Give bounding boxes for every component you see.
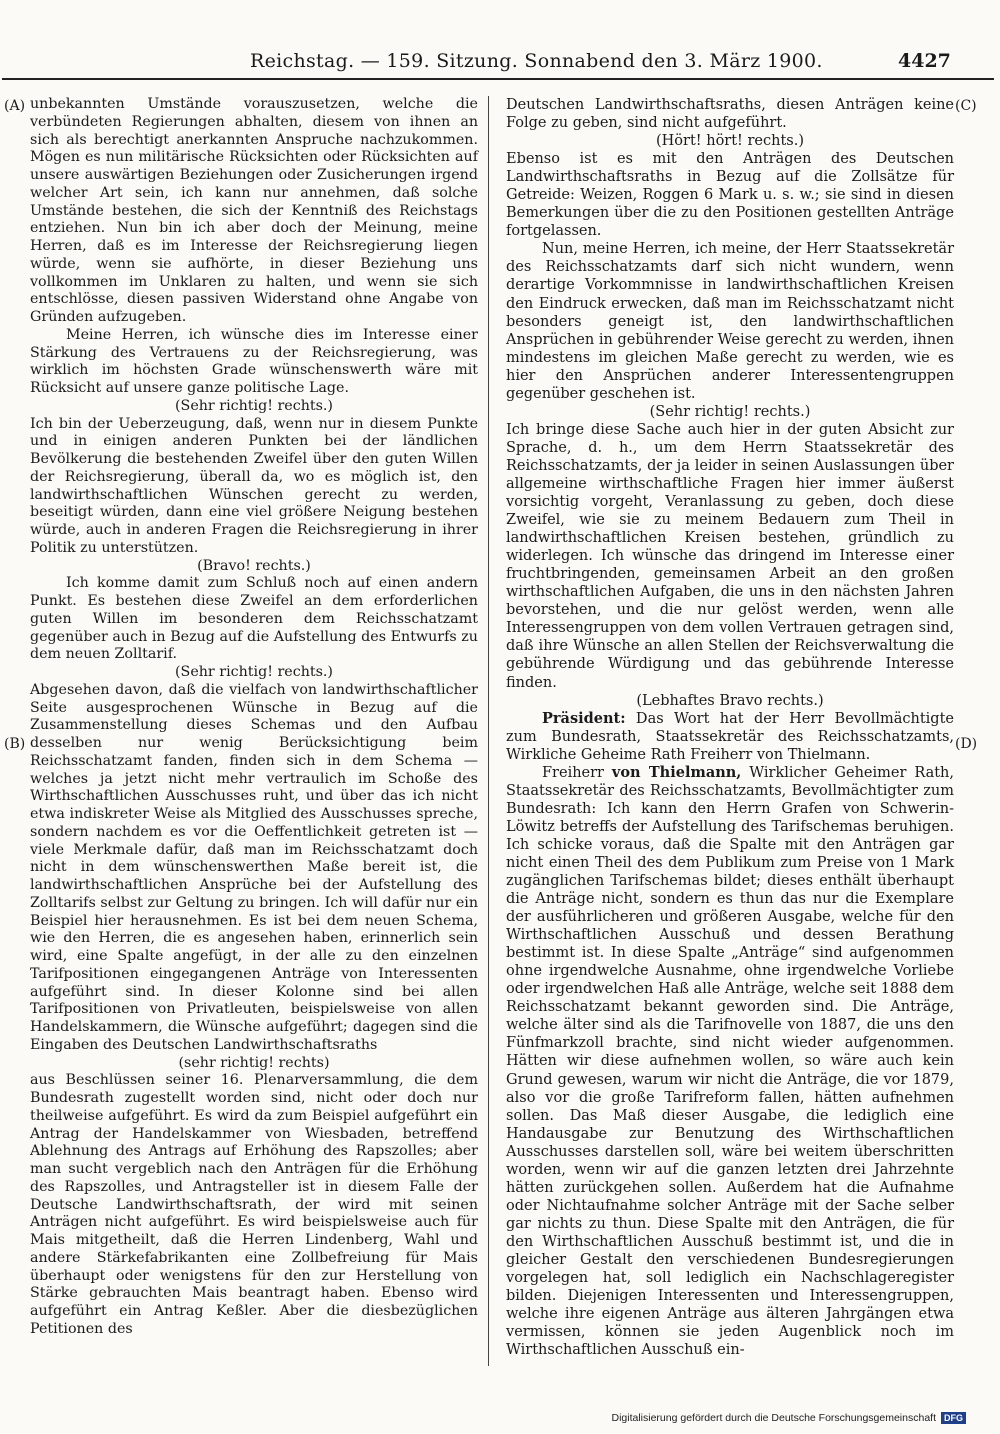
paragraph-text: Nun, meine Herren, ich meine, der Herr Staatssekretär des Reichsschatzamts darf sich nicht wundern, wenn derartige Vorkommnisse in landwirthschaftlichen Kreisen den Eindruck erwecken, daß man im Reichsschatzamt nicht besonders geneigt ist, den landwirthschaftlichen Ansprüchen in gebührender Weise gerecht zu werden, ihnen mindestens im gleichen Maße gerecht zu werden, wie es hier den Ansprüchen anderer Interessentengruppen gegenüber geschehen ist. — [506, 241, 954, 402]
page-header — [0, 0, 1000, 76]
paragraph — [506, 96, 954, 132]
remark — [30, 1055, 478, 1073]
paragraph-text: Abgesehen davon, daß die vielfach von landwirthschaftlicher Seite ausgesprochenen Wünsche in Bezug auf die Zusammenstellung dieses Schemas und den Aufbau desselben nur wenig Berücksichtigung beim Reichsschatzamt fanden, finden sich in dem Schema — welches ja jetzt nicht mehr vertraulich im Schoße des Wirthschaftlichen Ausschusses ruht, und über das ich nicht etwa indiskreter Weise als Mitglied des Ausschusses spreche, sondern nachdem es vor die Oeffentlichkeit getreten ist — viele Merkmale dafür, daß man im Reichsschatzamt doch nicht in dem wünschenswerthen Maße bereit ist, die landwirthschaftlichen Ansprüche bei der Aufstellung des Zolltarifs selbst zur Geltung zu bringen. Ich will dafür nur ein Beispiel hier herausnehmen. Es ist bei dem neuen Schema, wie den Herren, die es angesehen haben, erinnerlich sein wird, eine Spalte angefügt, in der alle zu den einzelnen Tarifpositionen eingegangenen Anträge von Interessenten aufgeführt sind. In dieser Kolonne sind bei allen Tarifpositionen von Privatleuten, beispielsweise von allen Handelskammern, die Wünsche aufgeführt; dagegen sind die Eingaben des Deutschen Landwirthschaftsraths — [30, 681, 478, 1053]
dfg-logo: DFG — [941, 1412, 966, 1424]
speaker-name: von Thielmann, — [611, 763, 742, 781]
remark — [30, 558, 478, 576]
paragraph-text: Ich bringe diese Sache auch hier in der guten Absicht zur Sprache, d. h., um dem Herrn Staatssekretär des Reichsschatzamts, der ja leider in seinen Auslassungen über allgemeine wirthschaftliche Fragen hier immer äußerst vorsichtig vorgeht, Veranlassung zu geben, doch diese Zweifel, wie sie zu meinem Bedauern zum Theil in landwirthschaftlichen Kreisen bestehen, gründlich zu widerlegen. Ich wünsche das dringend im Interesse einer fruchtbringenden, gemeinsamen Arbeit an den großen wirthschaftlichen Aufgaben, die uns in den nächsten Jahren bevorstehen, und die nur gelöst werden, wenn alle Interessengruppen von dem vollen Vertrauen getragen sind, daß ihre Wünsche an allen Stellen der Reichsverwaltung die gebührende Würdigung und das gebührende Interesse finden. — [506, 421, 954, 691]
margin-marker-b: (B) — [4, 736, 26, 752]
paragraph — [30, 1072, 478, 1338]
paragraph-text: (Sehr richtig! rechts.) — [649, 403, 811, 420]
paragraph-text: Wirklicher Geheimer Rath, Staatssekretär des Reichsschatzamts, Bevollmächtigter zum Bundesrath: Ich kann den Herrn Grafen von Schwerin-Löwitz betreffs der Aufstellung des Tarifschemas beruhigen. Ich schicke voraus, daß die Spalte mit den Anträgen gar nicht einen Theil des dem Publikum zum Preise von 1 Mark zugänglichen Tarifschemas bildet; dieses enthält überhaupt die Anträge nicht, sondern es thun das nur die Exemplare der ausführlicheren und größeren Ausgabe, welche für den Wirthschaftlichen Ausschuß und dessen Berathung bestimmt ist. In diese Spalte „Anträge“ sind aufgenommen ohne irgendwelche Ausnahme, ohne irgendwelche Vorliebe oder irgendwelchen Haß alle Anträge, welche seit 1888 dem Reichsschatzamt bekannt geworden sind. Die Anträge, welche älter sind als die Tarifnovelle von 1887, die uns den Fünfmarkzoll brachte, sind nicht wieder aufgenommen. Hätten wir diese aufnehmen wollen, so wäre auch kein Grund gewesen, warum wir nicht die Anträge, die vor 1879, also vor die große Tarifreform fallen, hätten aufnehmen sollen. Das Maß dieser Ausgabe, die lediglich eine Handausgabe zur Benutzung des Wirthschaftlichen Ausschusses darstellen soll, wäre bei weitem überschritten worden, wenn wir auf die ganzen letzten drei Jahrzehnte hätten zurückgehen sollen. Außerdem hat die Aufnahme oder Nichtaufnahme solcher Anträge mit der Sache selber gar nichts zu thun. Diese Spalte mit den Anträgen, die für den Wirthschaftlichen Ausschuß bestimmt ist, und die in gleicher Gestalt den verschiedenen Bundesregierungen vorgelegen hat, soll lediglich ein Nachschlageregister bilden. Diejenigen Interessenten und Interessengruppen, welche ihre eigenen Anträge aus älteren Jahrgängen etwa vermissen, können sie jeden Augenblick noch im Wirthschaftlichen Ausschuß ein- — [506, 764, 954, 1359]
paragraph-text: Das Wort hat der Herr Bevollmächtigte zum Bundesrath, Staatssekretär des Reichsschatzamts, Wirkliche Geheime Rath Freiherr von Thielmann. — [506, 710, 954, 763]
paragraph-text: (Hört! hört! rechts.) — [656, 133, 804, 150]
header-rule — [2, 78, 994, 80]
paragraph-text: Ich komme damit zum Schluß noch auf einen andern Punkt. Es bestehen diese Zweifel an dem erforderlichen guten Willen im besonderen dem Reichsschatzamt gegenüber auch in Bezug auf die Aufstellung des Entwurfs zu dem neuen Zolltarif. — [30, 575, 478, 663]
paragraph — [506, 150, 954, 240]
speaker-prefix: Freiherr — [542, 764, 612, 781]
margin-marker-c: (C) — [955, 98, 977, 114]
paragraph-text: (sehr richtig! rechts) — [178, 1054, 330, 1071]
running-head: Reichstag. — 159. Sitzung. Sonnabend den 3. März 1900. — [250, 50, 823, 72]
paragraph — [30, 96, 478, 327]
paragraph-text: Ich bin der Ueberzeugung, daß, wenn nur in diesem Punkte und in einigen anderen Punkten bei der ländlichen Bevölkerung die bestehenden Zweifel über den guten Willen der Reichsregierung, überall da, wo es möglich ist, den landwirthschaftlichen Wünschen gerecht zu werden, beseitigt würden, dann eine viel größere Neigung bestehen würde, auch in anderen Fragen die Reichsregierung in ihrer Politik zu unterstützen. — [30, 415, 478, 556]
column-rule — [488, 96, 489, 1366]
paragraph — [506, 710, 954, 764]
paragraph — [506, 240, 954, 402]
remark — [506, 132, 954, 150]
paragraph — [30, 416, 478, 558]
remark — [506, 692, 954, 710]
footer — [611, 1412, 966, 1424]
paragraph-text: (Bravo! rechts.) — [197, 557, 311, 574]
paragraph-text: aus Beschlüssen seiner 16. Plenarversammlung, die dem Bundesrath zugestellt worden sind, nicht oder doch nur theilweise aufgeführt. Es wird da zum Beispiel aufgeführt ein Antrag der Handelskammer von Wiesbaden, betreffend Ablehnung des Antrags auf Erhöhung des Rapszolles; aber man sucht vergeblich nach den Anträgen für die Erhöhung des Rapszolles, und Antragsteller ist in diesem Falle der Deutsche Landwirthschaftsrath, der wird mit seinen Anträgen nicht aufgeführt. Es wird beispielsweise auch für Mais mitgetheilt, daß die Herren Lindenberg, Wahl und andere Stärkefabrikanten eine Zollbefreiung für Mais überhaupt oder wenigstens für den zur Herstellung von Stärke gebrauchten Mais beantragt haben. Ebenso wird aufgeführt ein Antrag Keßler. Aber die diesbezüglichen Petitionen des — [30, 1072, 478, 1337]
remark — [30, 664, 478, 682]
paragraph-text: unbekannten Umstände vorauszusetzen, welche die verbündeten Regierungen abhalten, diesem von ihnen an sich als berechtigt anerkannten Anspruche nachzukommen. Mögen es nun militärische Rücksichten oder Rücksichten auf unsere auswärtigen Beziehungen oder Zusicherungen irgend welcher Art sein, ich kann nur annehmen, daß solche Umstände bestehen, die sich der Kenntniß des Reichstags entziehen. Nun bin ich aber doch der Meinung, meine Herren, daß es im Interesse der Reichsregierung liegen würde, wenn sie aufhörte, in dieser Beziehung uns vollkommen im Unklaren zu halten, und wenn sie sich entschlösse, diesen passiven Widerstand ohne Angabe von Gründen aufzugeben. — [30, 96, 478, 325]
speaker-name: Präsident: — [542, 709, 626, 727]
paragraph-text: Ebenso ist es mit den Anträgen des Deutschen Landwirthschaftsraths in Bezug auf die Zollsätze für Getreide: Weizen, Roggen 6 Mark u. s. w.; sie sind in diesen Bemerkungen über die zu den Positionen gestellten Anträge fortgelassen. — [506, 151, 954, 240]
footer-credit: Digitalisierung gefördert durch die Deutsche Forschungsgemeinschaft — [611, 1412, 936, 1424]
paragraph-text: Deutschen Landwirthschaftsraths, diesen Anträgen keine Folge zu geben, sind nicht aufgeführt. — [506, 97, 954, 132]
paragraph — [506, 421, 954, 692]
paragraph-text: (Lebhaftes Bravo rechts.) — [636, 692, 824, 709]
left-column — [30, 96, 478, 1339]
paragraph-text: Meine Herren, ich wünsche dies im Interesse einer Stärkung des Vertrauens zu der Reichsregierung, was wirklich im höchsten Grade wünschenswerth wäre mit Rücksicht auf unsere ganze politische Lage. — [30, 326, 478, 396]
paragraph-text: (Sehr richtig! rechts.) — [175, 397, 333, 414]
paragraph — [30, 327, 478, 398]
remark — [30, 398, 478, 416]
remark — [506, 403, 954, 421]
page-number: 4427 — [898, 50, 951, 72]
margin-marker-d: (D) — [955, 736, 978, 752]
paragraph — [506, 764, 954, 1360]
paragraph — [30, 682, 478, 1055]
paragraph — [30, 575, 478, 664]
right-column — [506, 96, 954, 1359]
margin-marker-a: (A) — [4, 98, 26, 114]
paragraph-text: (Sehr richtig! rechts.) — [175, 664, 333, 680]
